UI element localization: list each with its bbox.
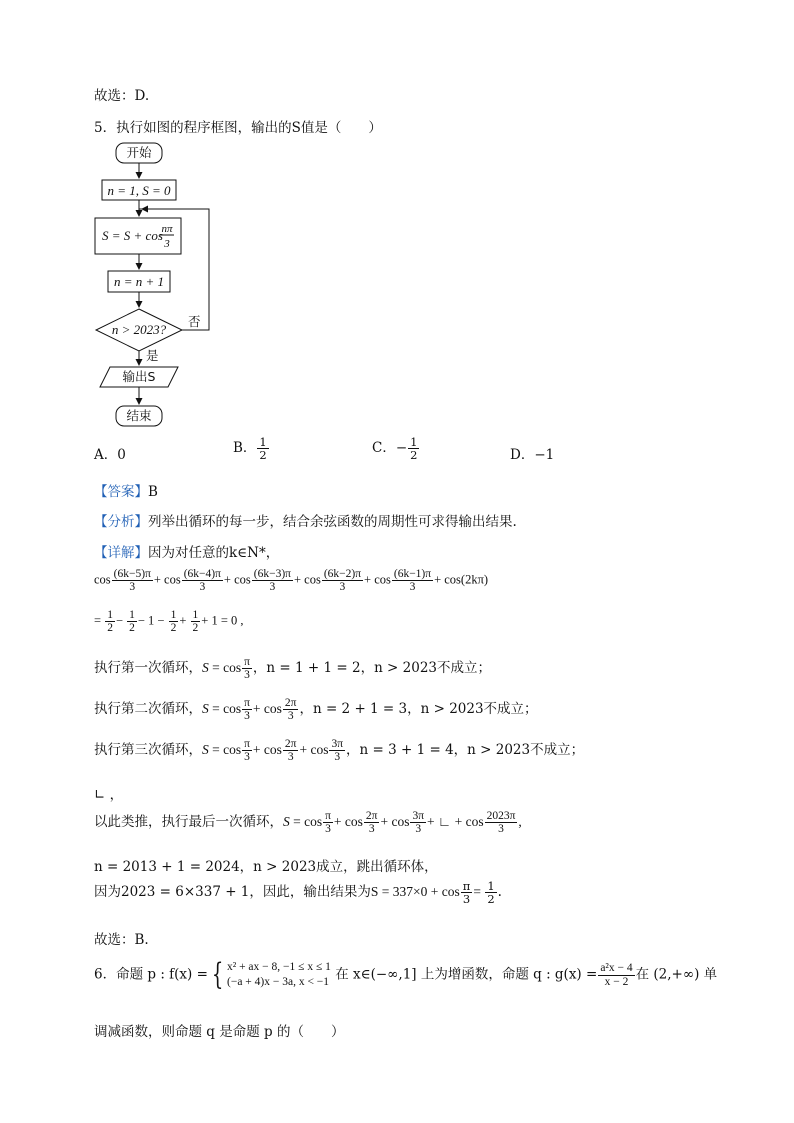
analysis-tag: 【分析】 [94, 514, 148, 530]
answer-tag: 【答案】 [94, 484, 148, 500]
flow-incr-text: n = n + 1 [113, 274, 165, 289]
flowchart [90, 138, 230, 433]
question-5-stem: 5．执行如图的程序框图，输出的S值是（ ） [94, 120, 382, 136]
option-a: A．0 [94, 447, 126, 463]
flow-end-text: 结束 [126, 408, 152, 423]
prev-answer: 故选：D. [94, 88, 150, 104]
detail-line: 【详解】因为对任意的k∈N*， [94, 545, 280, 561]
option-b: B． $\frac{1}{2}$ [233, 435, 267, 463]
option-c: C．− $\frac{1}{2}$ [372, 435, 418, 463]
question-6-line-1: 6．命题 p : f(x) = { x² + ax − 8, −1 ≤ x ≤ 1 (−a + 4)x − 3a, x < −1 在 x∈(−∞,1] 上为增函数，命题 q : g(x) = $\frac{\text{a²x − 4}}{x - 2}$ 在 (2,+∞) 单 [94, 957, 718, 992]
final-answer: 故选：B. [94, 932, 149, 948]
detail-tag: 【详解】 [94, 545, 148, 561]
last-loop-line: 以此类推，执行最后一次循环，S = cos $\frac{\pi}{3}$ + cos $\frac{2\pi}{3}$ + cos $\frac{3\pi}{3}$ + ∟ + cos $\frac{2023\pi}{3}$ , [94, 810, 522, 836]
cos-sum-line: cos $\frac{(6k-5)\pi}{3}$ + cos $\frac{(6k-4)\pi}{3}$ + cos $\frac{(6k-3)\pi}{3}$ + cos $\frac{(6k-2)\pi}{3}$ + cos $\frac{(6k-1)\pi}{3}$ + cos(2kπ) [94, 568, 489, 594]
loop3-line: 执行第三次循环，S = cos $\frac{\pi}{3}$ + cos $\frac{2\pi}{3}$ + cos $\frac{3\pi}{3}$ ，n = 3 + 1 = 4，n > 2023不成立； [94, 738, 585, 764]
because-line: 因为2023 = 6×337 + 1，因此，输出结果为S = 337×0 + cos $\frac{\pi}{3}$ = $\frac{1}{2}$ . [94, 879, 502, 907]
flow-init-text: n = 1, S = 0 [107, 183, 171, 198]
q6-case-2: (−a + 4)x − 3a, x < −1 [227, 976, 330, 988]
flow-output-text: 输出S [122, 369, 156, 384]
flow-assign-text: S = S + cos [102, 228, 163, 243]
flow-yes-label: 是 [146, 348, 159, 363]
flow-start-text: 开始 [126, 145, 152, 160]
option-d: D．−1 [510, 447, 555, 463]
flow-assign-num: nπ [161, 223, 173, 235]
flow-no-label: 否 [188, 314, 201, 329]
flow-decision-text: n > 2023? [111, 322, 167, 337]
flow-assign-den: 3 [164, 238, 170, 250]
loop1-line: 执行第一次循环，S = cos $\frac{\pi}{3}$ ，n = 1 + 1 = 2，n > 2023不成立； [94, 656, 492, 682]
last-loop-line-2: n = 2013 + 1 = 2024，n > 2023成立，跳出循环体， [94, 859, 438, 875]
analysis-line: 【分析】列举出循环的每一步，结合余弦函数的周期性可求得输出结果. [94, 514, 517, 530]
loop2-line: 执行第二次循环，S = cos $\frac{\pi}{3}$ + cos $\frac{2\pi}{3}$ ，n = 2 + 1 = 3，n > 2023不成立； [94, 697, 538, 723]
ellipsis-line: ∟ ， [94, 787, 124, 803]
question-6-line-2: 调减函数，则命题 q 是命题 p 的（ ） [94, 1024, 345, 1040]
sum-result-line: = $\frac{1}{2}$ − $\frac{1}{2}$ − 1 − $\frac{1}{2}$ + $\frac{1}{2}$ + 1 = 0 , [94, 609, 244, 635]
q6-case-1: x² + ax − 8, −1 ≤ x ≤ 1 [227, 961, 331, 973]
answer-line: 【答案】B [94, 484, 158, 500]
